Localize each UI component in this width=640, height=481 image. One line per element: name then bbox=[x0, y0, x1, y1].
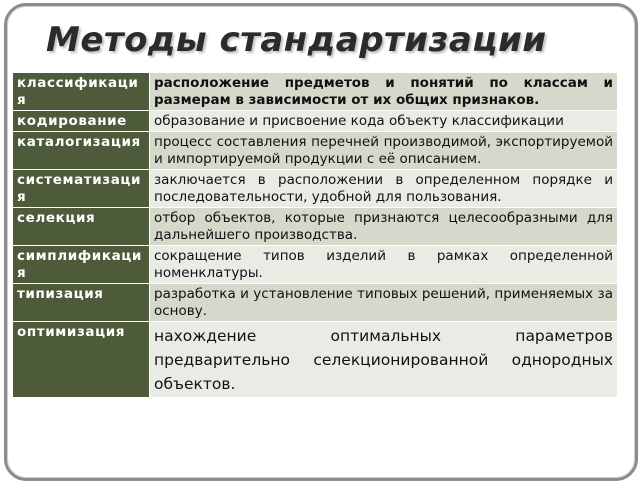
definition-cell: образование и присвоение кода объекту классификации bbox=[150, 111, 618, 132]
term-cell: типизация bbox=[13, 284, 150, 322]
term-cell: селекция bbox=[13, 208, 150, 246]
table-row bbox=[13, 111, 618, 132]
definition-cell: сокращение типов изделий в рамках определенной номенклатуры. bbox=[150, 246, 618, 284]
definition-cell: заключается в расположении в определенном порядке и последовательности, удобной для пользования. bbox=[150, 170, 618, 208]
definition-cell: отбор объектов, которые признаются целесообразными для дальнейшего производства. bbox=[150, 208, 618, 246]
table-row bbox=[13, 132, 618, 170]
definition-cell: нахождение оптимальных параметров предварительно селекционированной однородных объектов. bbox=[150, 322, 618, 398]
table-row bbox=[13, 284, 618, 322]
definition-cell: разработка и установление типовых решений, применяемых за основу. bbox=[150, 284, 618, 322]
table-row bbox=[13, 170, 618, 208]
term-cell: оптимизация bbox=[13, 322, 150, 398]
table-row bbox=[13, 73, 618, 111]
table-row bbox=[13, 208, 618, 246]
term-cell: кодирование bbox=[13, 111, 150, 132]
table-row bbox=[13, 246, 618, 284]
term-cell: классификация bbox=[13, 73, 150, 111]
methods-table bbox=[12, 72, 618, 398]
term-cell: систематизация bbox=[13, 170, 150, 208]
definition-cell: процесс составления перечней производимой, экспортируемой и импортируемой продукции с её описанием. bbox=[150, 132, 618, 170]
term-cell: симплификация bbox=[13, 246, 150, 284]
definition-cell: расположение предметов и понятий по классам и размерам в зависимости от их общих признаков. bbox=[150, 73, 618, 111]
term-cell: каталогизация bbox=[13, 132, 150, 170]
slide-title: Методы стандартизации bbox=[46, 20, 547, 60]
table-row bbox=[13, 322, 618, 398]
